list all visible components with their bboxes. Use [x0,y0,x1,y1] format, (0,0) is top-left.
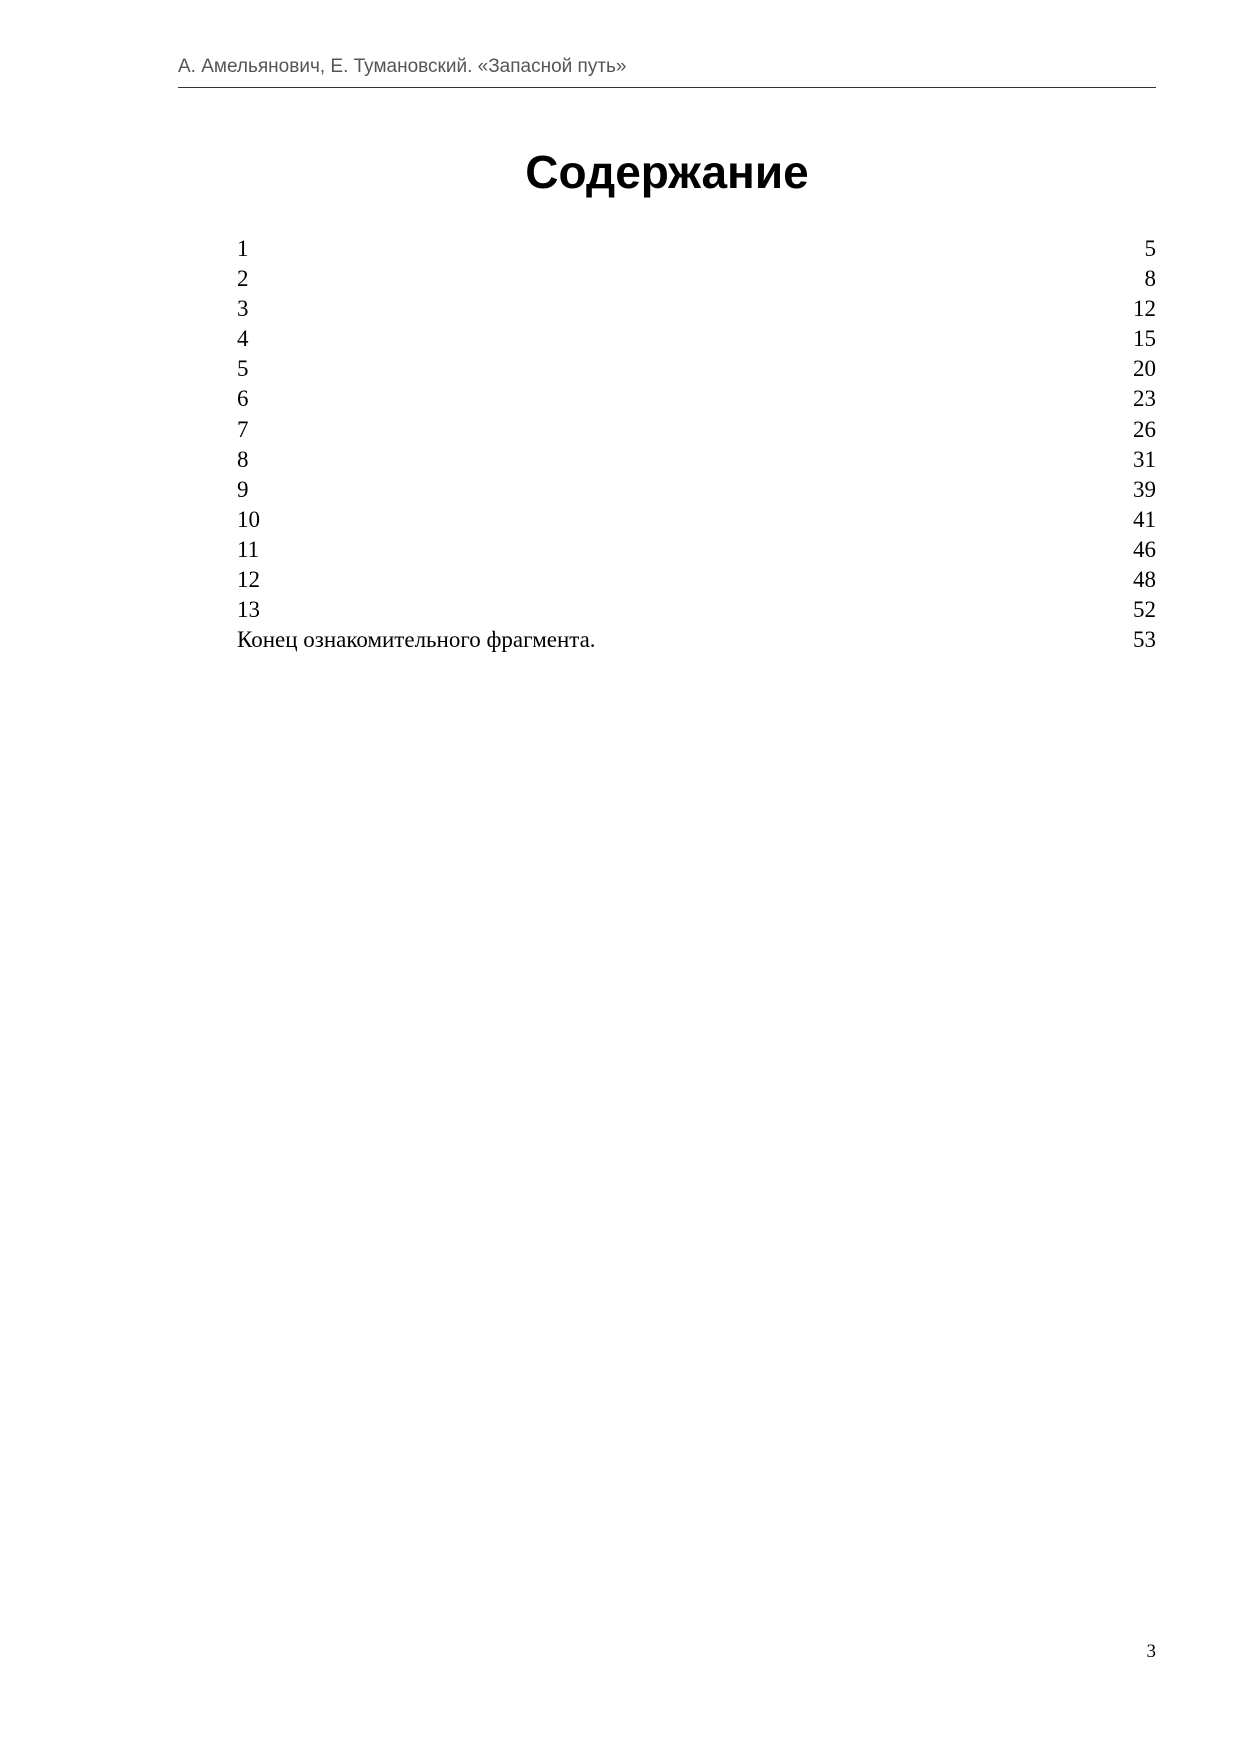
toc-entry[interactable] [237,505,1156,535]
page-title: Содержание [525,146,809,198]
toc-entry-page: 8 [1144,266,1156,292]
toc-entry-page: 5 [1144,236,1156,261]
table-of-contents [237,234,1156,655]
toc-entry[interactable] [237,535,1156,565]
toc-entry[interactable] [237,384,1156,414]
toc-entry[interactable] [237,415,1156,445]
toc-entry[interactable] [237,475,1156,505]
toc-entry-page: 31 [1133,446,1156,472]
toc-entry-label: 13 [237,597,260,623]
toc-entry-page: 20 [1133,356,1156,382]
toc-entry-label: 10 [237,506,260,532]
toc-entry-label: 5 [237,356,249,382]
toc-entry-label: 1 [237,236,249,261]
toc-entry-label: 4 [237,326,249,352]
toc-entry-page: 41 [1133,506,1156,532]
page-number: 3 [1146,1641,1156,1662]
toc-entry-label: 2 [237,266,249,292]
toc-entry-page: 23 [1133,386,1156,412]
toc-entry-page: 39 [1133,476,1156,502]
toc-entry-label: 11 [237,536,260,562]
toc-entry[interactable] [237,354,1156,384]
toc-entry-page: 48 [1133,567,1156,593]
toc-entry-page: 15 [1133,326,1156,352]
toc-entry[interactable] [237,324,1156,354]
toc-entry-label: 8 [237,446,249,472]
toc-entry-page: 46 [1133,536,1156,562]
toc-entry-label: Конец ознакомительного фрагмента. [237,627,596,653]
toc-entry[interactable] [237,264,1156,294]
toc-entry-page: 53 [1133,627,1156,653]
toc-entry-label: 6 [237,386,249,412]
toc-entry[interactable] [237,234,1156,264]
toc-entry[interactable] [237,294,1156,324]
running-header: А. Амельянович, Е. Тумановский. «Запасной путь» [178,55,1156,88]
toc-entry[interactable] [237,565,1156,595]
toc-entry[interactable] [237,595,1156,625]
toc-entry-page: 12 [1133,296,1156,322]
toc-entry-page: 26 [1133,416,1156,442]
toc-entry[interactable] [237,625,1156,655]
toc-entry-label: 7 [237,416,249,442]
toc-entry-page: 52 [1133,597,1156,623]
toc-entry[interactable] [237,445,1156,475]
toc-entry-label: 12 [237,567,260,593]
toc-entry-label: 3 [237,296,249,322]
toc-entry-label: 9 [237,476,249,502]
